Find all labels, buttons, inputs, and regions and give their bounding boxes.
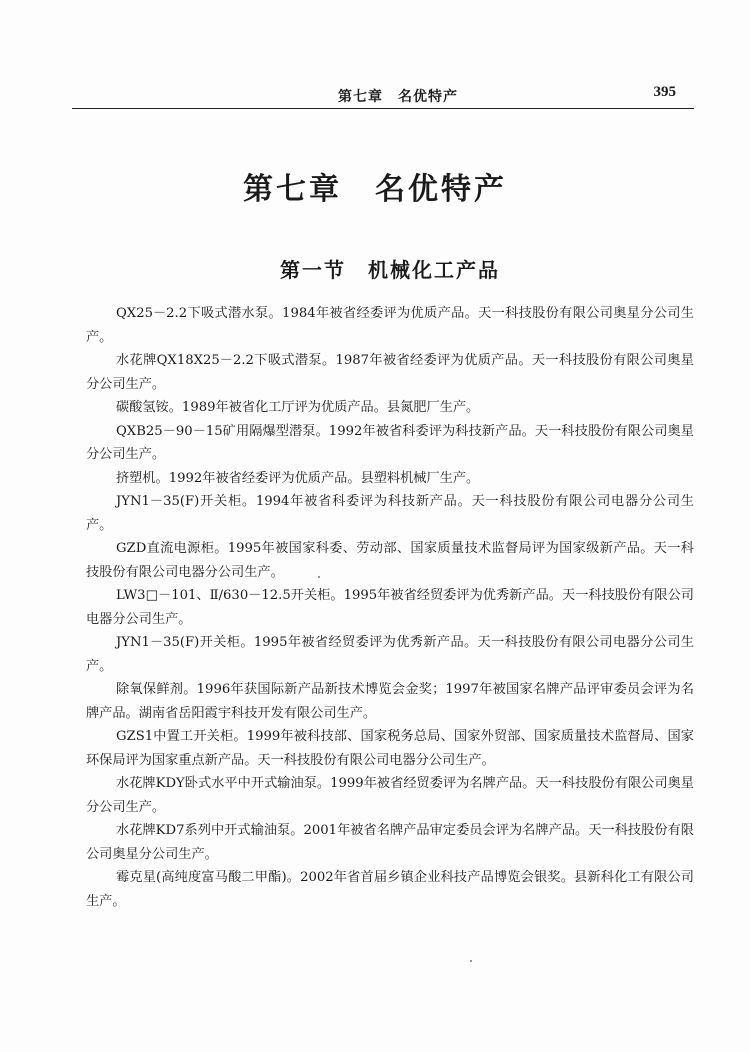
section-title: 第一节 机械化工产品: [280, 258, 500, 282]
product-entry: QX25－2.2下吸式潜水泵。1984年被省经委评为优质产品。天一科技股份有限公司奥星分公司生产。: [86, 306, 694, 345]
product-entry: 挤塑机。1992年被省经委评为优质产品。县塑料机械厂生产。: [116, 470, 480, 486]
scan-speck: [318, 576, 320, 578]
product-entry: JYN1－35(F)开关柜。1995年被省经贸委评为优秀新产品。天一科技股份有限公司电器分公司生产。: [86, 635, 694, 674]
product-entry: 碳酸氢铵。1989年被省化工厅评为优质产品。县氮肥厂生产。: [116, 400, 480, 415]
product-list: [86, 302, 694, 913]
product-entry: 水花牌KDY卧式水平中开式输油泵。1999年被省经贸委评为名牌产品。天一科技股份有限公司奥星分公司生产。: [86, 776, 694, 815]
product-entry: LW3□－101、Ⅱ/630－12.5开关柜。1995年被省经贸委评为优秀新产品。天一科技股份有限公司电器分公司生产。: [86, 588, 694, 627]
header-chapter-title: 第七章 名优特产: [338, 89, 458, 105]
chapter-title: 第七章 名优特产: [243, 172, 507, 207]
product-entry: 水花牌QX18X25－2.2下吸式潜泵。1987年被省经委评为优质产品。天一科技股份有限公司奥星分公司生产。: [86, 353, 694, 392]
product-entry: QXB25－90－15矿用隔爆型潜泵。1992年被省科委评为科技新产品。天一科技股份有限公司奥星分公司生产。: [86, 423, 694, 462]
running-header: [72, 82, 694, 109]
product-entry: 水花牌KD7系列中开式输油泵。2001年被省名牌产品审定委员会评为名牌产品。天一科技股份有限公司奥星分公司生产。: [86, 823, 694, 862]
product-entry: GZS1中置工开关柜。1999年被科技部、国家税务总局、国家外贸部、国家质量技术监督局、国家环保局评为国家重点新产品。天一科技股份有限公司电器分公司生产。: [86, 729, 694, 768]
scan-speck: [470, 960, 472, 962]
product-entry: 除氧保鲜剂。1996年获国际新产品新技术博览会金奖；1997年被国家名牌产品评审委员会评为名牌产品。湖南省岳阳霞宇科技开发有限公司生产。: [86, 682, 694, 721]
product-entry: JYN1－35(F)开关柜。1994年被省科委评为科技新产品。天一科技股份有限公司电器分公司生产。: [86, 494, 694, 533]
page-number: 395: [653, 84, 676, 100]
product-entry: GZD直流电源柜。1995年被国家科委、劳动部、国家质量技术监督局评为国家级新产品。天一科技股份有限公司电器分公司生产。: [86, 541, 694, 580]
product-entry: 霉克星(高纯度富马酸二甲酯)。2002年省首届乡镇企业科技产品博览会银奖。县新科化工有限公司生产。: [86, 870, 694, 909]
